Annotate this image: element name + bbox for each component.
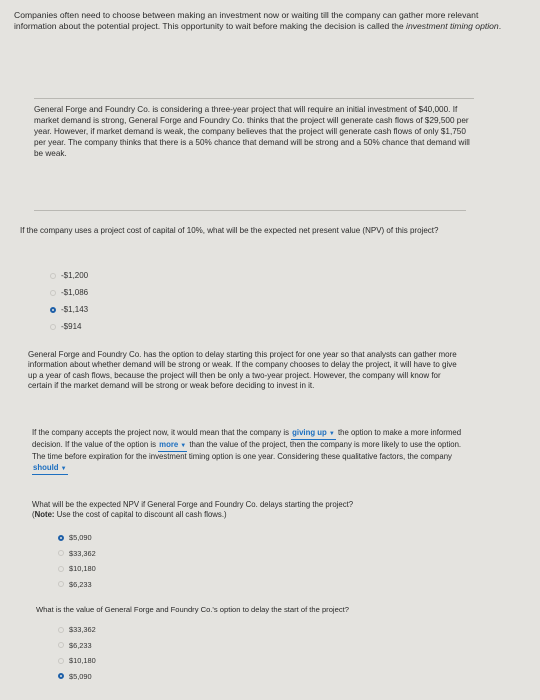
option-item-selected[interactable]: -$1,143 [50,301,88,318]
question2-block [32,500,462,520]
option-item[interactable]: $33,362 [58,622,96,638]
question1-options [50,267,88,335]
question2-text: What will be the expected NPV if General Forge and Foundry Co. delays starting the project? [32,500,354,509]
radio-icon[interactable] [58,658,64,664]
radio-icon[interactable] [50,324,56,330]
radio-selected-icon[interactable] [50,307,56,313]
radio-icon[interactable] [58,581,64,587]
radio-icon[interactable] [58,627,64,633]
radio-icon[interactable] [58,566,64,572]
divider-top [34,98,474,99]
radio-icon[interactable] [58,550,64,556]
question3-options [58,622,96,684]
caret-down-icon: ▼ [328,431,335,437]
question2-options [58,530,96,592]
option-item[interactable]: -$914 [50,318,88,335]
intro-text-end: . [498,21,502,31]
caret-down-icon: ▼ [180,443,187,450]
option-item[interactable]: -$1,086 [50,284,88,301]
dropdown-more[interactable]: more ▼ [158,440,187,452]
intro-text: Companies often need to choose between making an investment now or waiting till the company can gather more relevant information about the potential project. This opportunity to wait before making the decision is called the [14,10,479,31]
option-item[interactable]: $10,180 [58,561,96,577]
option-item[interactable]: $6,233 [58,638,96,654]
radio-selected-icon[interactable] [58,673,64,679]
dropdown-giving-up[interactable]: giving up ▼ [291,428,336,440]
intro-paragraph [14,10,514,32]
option-item[interactable]: $10,180 [58,653,96,669]
question1-text: If the company uses a project cost of capital of 10%, what will be the expected net present value (NPV) of this project? [20,226,439,235]
option-item[interactable]: -$1,200 [50,267,88,284]
option-item-selected[interactable]: $5,090 [58,669,96,685]
case-paragraph: General Forge and Foundry Co. is considering a three-year project that will require an initial investment of $40,000. If market demand is strong, General Forge and Foundry Co. thinks that the project will generate cash flows of $29,500 per year. However, if market demand is weak, the company believes that the project will generate cash flows of only $1,750 per year. The company thinks that there is a 50% chance that demand will be strong and a 50% chance that demand will be weak. [34,105,470,158]
radio-icon[interactable] [58,642,64,648]
radio-icon[interactable] [50,273,56,279]
delay-option-paragraph: General Forge and Foundry Co. has the option to delay starting this project for one year so that analysts can gather more information about whether demand will be strong or weak. If the company chooses to delay the project, it will have to give up a year of cash flows, because the project will then be only a two-year project. However, the company will know for certain if the market demand will be strong or weak before deciding to invest in it. [28,350,457,391]
intro-term: investment timing option [406,21,499,31]
option-item-selected[interactable]: $5,090 [58,530,96,546]
qualitative-paragraph: If the company accepts the project now, it would mean that the company is giving up ▼ the option to make a more informed decision. If the value of the option is more ▼ than the value of the project, then the company is more likely to use the option. The time before expiration for the investment timing option is one year. Considering these qualitative factors, the company should ▼ [32,428,470,475]
dropdown-should[interactable]: should ▼ [32,463,68,475]
caret-down-icon: ▼ [60,465,67,472]
question3-text: What is the value of General Forge and Foundry Co.'s option to delay the start of the project? [36,605,349,614]
question2-note: (Note: Use the cost of capital to discount all cash flows.) [32,510,227,520]
option-item[interactable]: $6,233 [58,577,96,593]
radio-selected-icon[interactable] [58,535,64,541]
radio-icon[interactable] [50,290,56,296]
divider-bottom [34,210,466,211]
option-item[interactable]: $33,362 [58,546,96,562]
